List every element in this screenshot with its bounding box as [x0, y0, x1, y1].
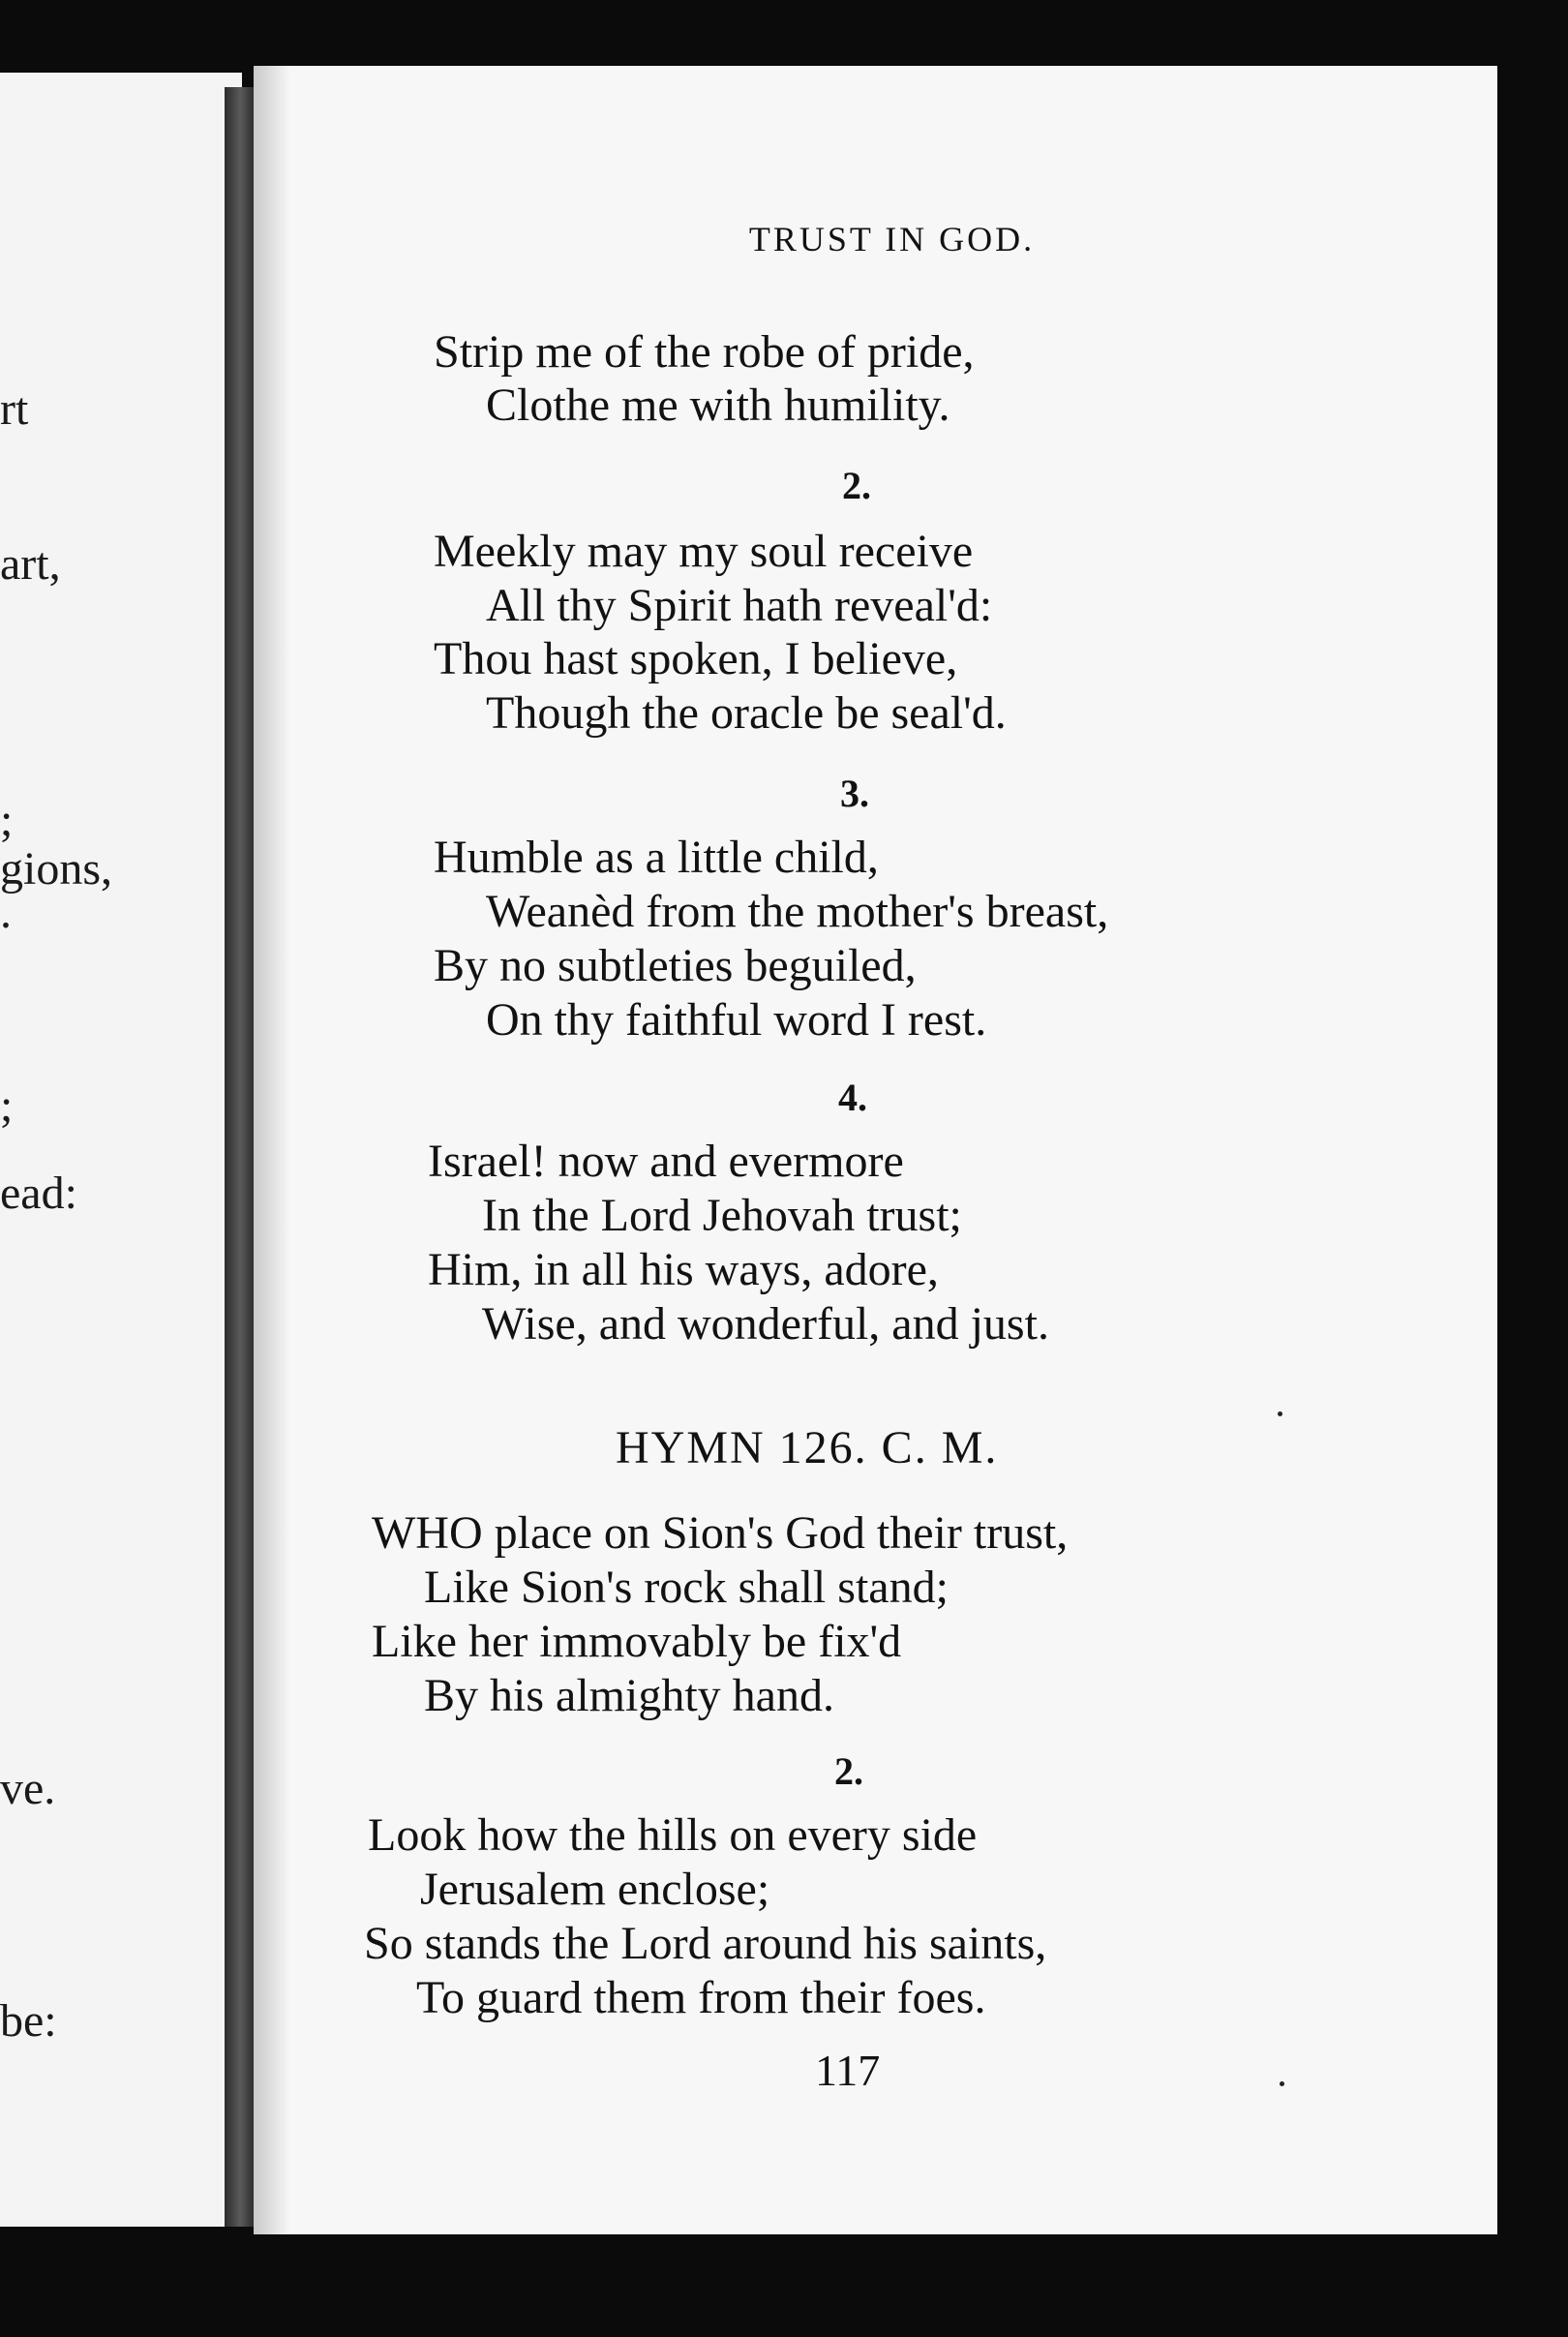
verse-number: 2.: [834, 1749, 863, 1793]
verse-line: To guard them from their foes.: [416, 1972, 986, 2023]
verse-line: By his almighty hand.: [424, 1670, 834, 1721]
verse-line: Thou hast spoken, I believe,: [434, 633, 958, 684]
verse-line: Humble as a little child,: [434, 832, 879, 883]
verse-line: Israel! now and evermore: [428, 1136, 904, 1187]
verse-line: Wise, and wonderful, and just.: [482, 1298, 1049, 1350]
verse-line: On thy faithful word I rest.: [486, 994, 987, 1046]
verse-line: All thy Spirit hath reveal'd:: [486, 580, 993, 631]
verse-line: By no subtleties beguiled,: [434, 940, 917, 991]
left-page-fragment: gions,: [0, 843, 113, 895]
running-head: TRUST IN GOD.: [748, 220, 1036, 258]
left-page-fragment: art,: [0, 538, 61, 590]
verse-line: Clothe me with humility.: [486, 379, 950, 431]
verse-line: Strip me of the robe of pride,: [434, 326, 975, 378]
verse-line: Like Sion's rock shall stand;: [424, 1562, 949, 1613]
verse-line: Though the oracle be seal'd.: [486, 687, 1007, 739]
previous-page-edge: [0, 73, 242, 2227]
left-page-fragment: ve.: [0, 1763, 56, 1814]
page-curl-shadow: [254, 66, 290, 2234]
verse-line: Look how the hills on every side: [368, 1809, 978, 1861]
left-page-fragment: ;: [0, 795, 14, 846]
left-page-fragment: ;: [0, 1080, 14, 1132]
verse-line: Like her immovably be fix'd: [372, 1616, 902, 1667]
verse-line: Weanèd from the mother's breast,: [486, 886, 1109, 937]
verse-line: WHO place on Sion's God their trust,: [372, 1507, 1069, 1559]
verse-number: 3.: [840, 772, 869, 815]
verse-line: Meekly may my soul receive: [434, 526, 974, 577]
verse-line: Jerusalem enclose;: [420, 1864, 770, 1915]
ink-speck: [1278, 1411, 1282, 1416]
book-page: [254, 66, 1497, 2234]
left-page-fragment: .: [0, 887, 12, 938]
hymn-heading: HYMN 126. C. M.: [616, 1422, 999, 1473]
verse-line: Him, in all his ways, adore,: [428, 1244, 939, 1295]
page-number: 117: [815, 2046, 881, 2095]
left-page-fragment: ead:: [0, 1168, 77, 1219]
ink-speck: [1280, 2081, 1284, 2086]
verse-line: In the Lord Jehovah trust;: [482, 1190, 962, 1241]
verse-number: 4.: [838, 1076, 867, 1119]
left-page-fragment: be:: [0, 1995, 57, 2047]
left-page-fragment: rt: [0, 383, 29, 435]
verse-line: So stands the Lord around his saints,: [364, 1918, 1047, 1969]
verse-number: 2.: [842, 464, 871, 507]
